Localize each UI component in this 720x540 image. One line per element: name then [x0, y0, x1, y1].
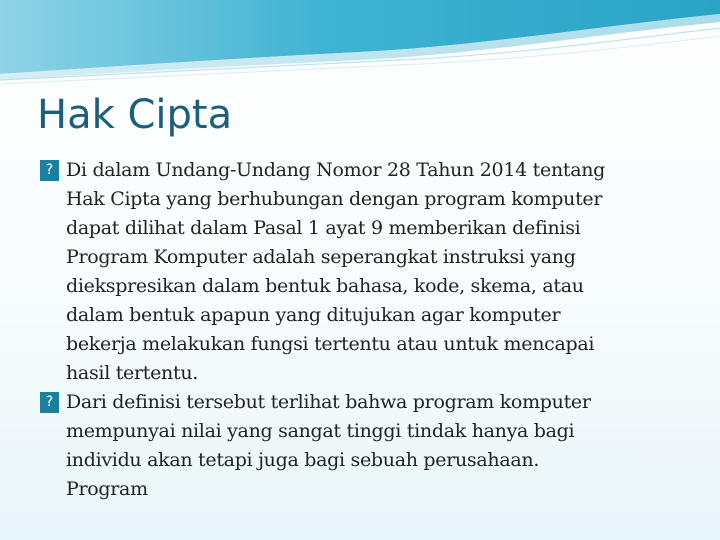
paragraph-line: Hak Cipta yang berhubungan dengan program komputer [66, 188, 603, 210]
paragraph-line: diekspresikan dalam bentuk bahasa, kode, skema, atau [66, 275, 584, 297]
bullet-paragraph [40, 388, 690, 504]
bullet-glyph-icon: ? [40, 392, 59, 413]
paragraph-line: bekerja melakukan fungsi tertentu atau untuk mencapai [66, 333, 595, 355]
paragraph-line: individu akan tetapi juga bagi sebuah perusahaan. [66, 449, 540, 471]
paragraph-line: mempunyai nilai yang sangat tinggi tindak hanya bagi [66, 420, 575, 442]
bullet-glyph-icon: ? [40, 160, 59, 181]
slide-title: Hak Cipta [37, 92, 233, 138]
paragraph-line: hasil tertentu. [66, 362, 198, 384]
slide-body [40, 156, 690, 504]
paragraph-line: Di dalam Undang-Undang Nomor 28 Tahun 2014 tentang [66, 159, 606, 181]
bullet-paragraph [40, 156, 690, 388]
paragraph-line: Program [66, 478, 148, 500]
paragraph-line: Dari definisi tersebut terlihat bahwa program komputer [66, 391, 591, 413]
header-wave-decoration [0, 0, 720, 90]
paragraph-line: Program Komputer adalah seperangkat instruksi yang [66, 246, 576, 268]
paragraph-line: dalam bentuk apapun yang ditujukan agar komputer [66, 304, 561, 326]
paragraph-line: dapat dilihat dalam Pasal 1 ayat 9 memberikan definisi [66, 217, 581, 239]
